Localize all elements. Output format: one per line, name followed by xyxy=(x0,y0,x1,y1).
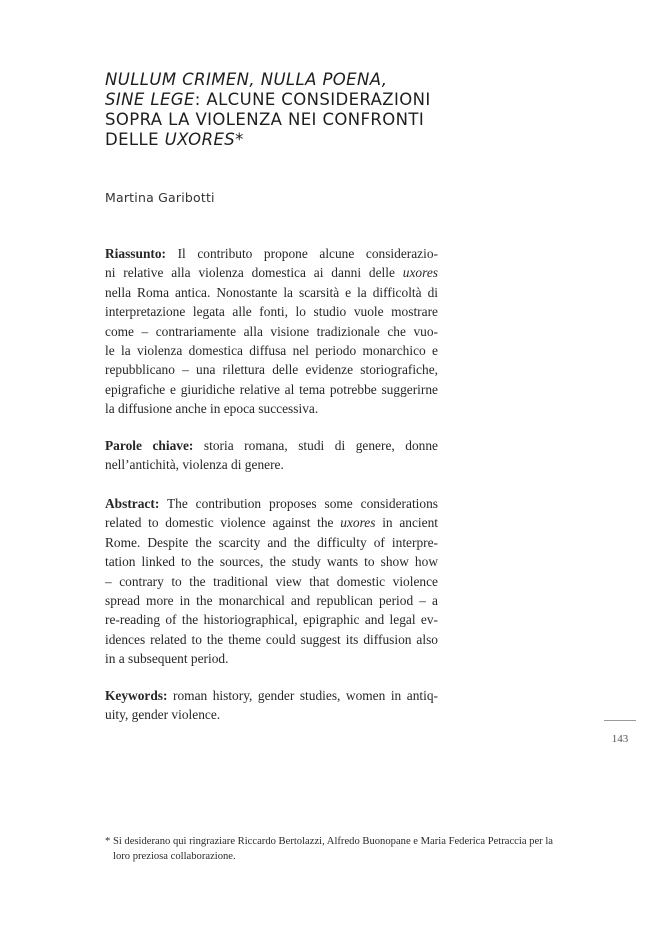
title-line-2 xyxy=(105,90,445,110)
footnote: * Si desiderano qui ringraziare Riccardo Bertolazzi, Alfredo Buonopane e Maria Federica Petraccia per la loro preziosa collaborazione. xyxy=(105,836,553,862)
title-line-4 xyxy=(105,130,445,150)
article-title xyxy=(105,70,445,150)
title-italic-phrase: SINE LEGE xyxy=(105,90,195,109)
abstract-label: Abstract: xyxy=(105,496,160,511)
title-italic-word: UXORES xyxy=(164,130,236,149)
title-line-1 xyxy=(105,70,445,90)
riassunto-paragraph: Riassunto: Il contributo propone alcune considerazio- ni relative alla violenza domestica ai danni delle uxores nella Roma antica. Nonostante la scarsità e la difficoltà di interpretazione legata alle fonti, lo studio vuole mostrare come – contrariamente alla visione tradizionale che vuo- le la violenza domestica diffusa nel periodo monarchico e repubblicano – una rilettura delle evidenze storiografiche, epigrafiche e giuridiche relative al tema potrebbe suggerirne la diffusione anche in epoca successiva. xyxy=(105,246,438,417)
title-line-3: SOPRA LA VIOLENZA NEI CONFRONTI xyxy=(105,110,425,129)
title-italic-phrase: NULLUM CRIMEN, NULLA POENA, xyxy=(105,70,388,89)
parole-chiave-paragraph: Parole chiave: storia romana, studi di genere, donne nell’antichità, violenza di genere. xyxy=(105,438,439,473)
keywords-label: Keywords: xyxy=(105,688,168,703)
page-number: 143 xyxy=(611,733,629,745)
abstract-paragraph: Abstract: The contribution proposes some considerations related to domestic violence against the uxores in ancient Rome. Despite the scarcity and the difficulty of interpre- tation linked to the sources, the study wants to show how – contrary to the traditional view that domestic violence spread more in the monarchical and republican period – a re-reading of the historiographical, epigraphic and legal ev- idences related to the theme could suggest its diffusion also in a subsequent period. xyxy=(105,496,438,667)
author-name: Martina Garibotti xyxy=(105,190,215,205)
riassunto-label: Riassunto: xyxy=(105,246,167,261)
title-text: DELLE xyxy=(105,130,165,149)
title-text: : ALCUNE CONSIDERAZIONI xyxy=(194,90,431,109)
footnote-marker: * xyxy=(235,130,244,149)
keywords-paragraph: Keywords: roman history, gender studies, women in antiq- uity, gender violence. xyxy=(105,688,438,723)
parole-chiave-label: Parole chiave: xyxy=(105,438,194,453)
page-number-rule xyxy=(604,720,636,721)
